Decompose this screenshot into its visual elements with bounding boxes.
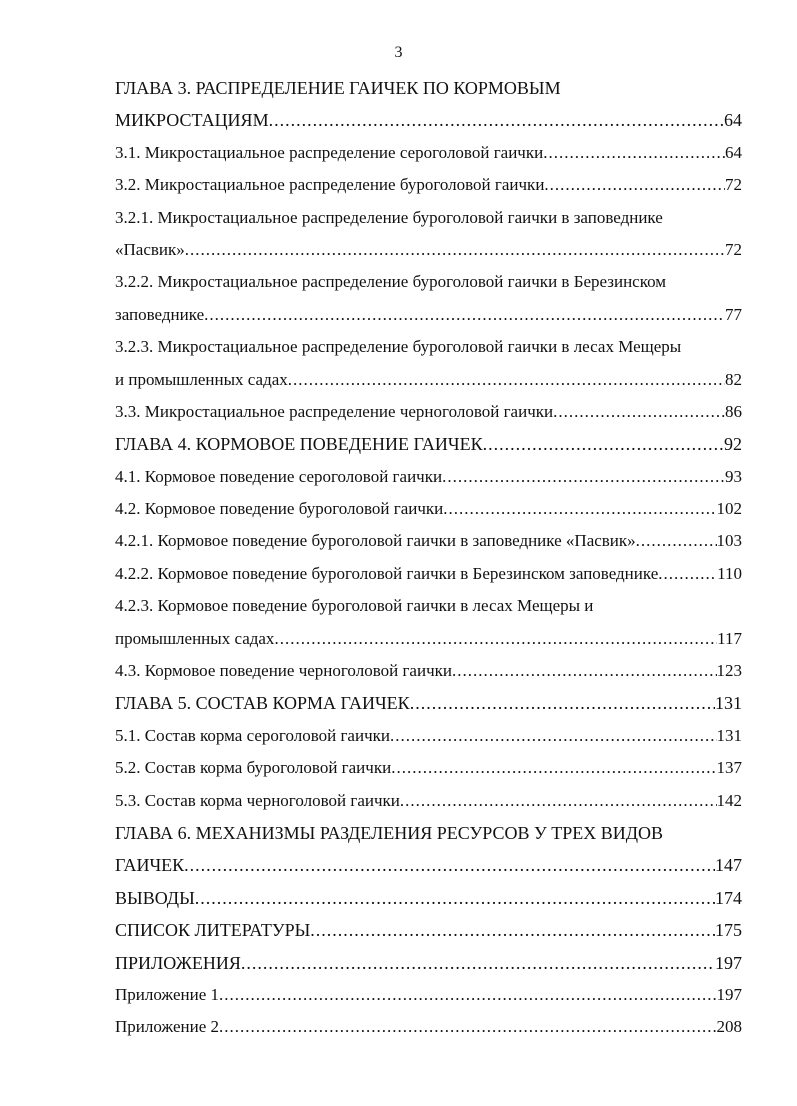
toc-entry-title: ПРИЛОЖЕНИЯ [115, 952, 241, 973]
toc-page-number: 137 [716, 758, 742, 778]
page-number: 3 [394, 44, 403, 61]
toc-entry-title: заповеднике [115, 304, 205, 324]
toc-entry-title: ГЛАВА 4. КОРМОВОЕ ПОВЕДЕНИЕ ГАИЧЕК [115, 434, 483, 455]
toc-entry-title: 4.3. Кормовое поведение черноголовой гаички [115, 661, 452, 681]
toc-section-line [115, 202, 742, 234]
toc-leader-dots [483, 428, 724, 460]
toc-entry-title: 5.1. Состав корма сероголовой гаички [115, 725, 390, 745]
toc-section-line [115, 525, 742, 557]
toc-chapter-line [115, 687, 742, 719]
toc-page-number: 93 [725, 466, 742, 486]
toc-leader-dots [274, 623, 717, 655]
toc-section-line [115, 785, 742, 817]
toc-entry-title: 3.1. Микростациальное распределение сероголовой гаички [115, 142, 544, 162]
toc-entry-title: 3.2. Микростациальное распределение буроголовой гаички [115, 175, 545, 195]
toc-entry-title: 3.3. Микростациальное распределение черноголовой гаички [115, 401, 554, 421]
toc-leader-dots [410, 687, 715, 719]
toc-entry-title: ГАИЧЕК [115, 855, 185, 876]
toc-leader-dots [543, 137, 725, 169]
toc-page-number: 86 [725, 401, 742, 421]
toc-leader-dots [204, 299, 725, 331]
toc-leader-dots [184, 849, 715, 881]
toc-leader-dots [219, 1011, 717, 1043]
toc-entry-title: МИКРОСТАЦИЯМ [115, 110, 269, 131]
toc-entry-title: 4.2. Кормовое поведение буроголовой гаички [115, 499, 444, 519]
toc-entry-title: СПИСОК ЛИТЕРАТУРЫ [115, 920, 311, 941]
toc-entry-title: 3.2.3. Микростациальное распределение буроголовой гаички в лесах Мещеры [115, 337, 682, 357]
toc-section-line [115, 1011, 742, 1043]
toc-page-number: 197 [715, 952, 742, 973]
toc-page-number: 110 [717, 563, 742, 583]
toc-chapter-line [115, 817, 742, 849]
toc-page-number: 117 [717, 628, 742, 648]
toc-entry-title: 4.2.2. Кормовое поведение буроголовой гаички в Березинском заповеднике [115, 563, 659, 583]
toc-entry-title: и промышленных садах [115, 369, 288, 389]
toc-entry-title: 5.2. Состав корма буроголовой гаички [115, 758, 392, 778]
toc-page-number: 197 [716, 984, 742, 1004]
toc-chapter-line [115, 914, 742, 946]
toc-page-number: 147 [715, 855, 742, 876]
toc-leader-dots [391, 752, 716, 784]
toc-page-number: 208 [716, 1017, 742, 1037]
toc-section-line [115, 493, 742, 525]
toc-section-line [115, 266, 742, 298]
toc-entry-title: ГЛАВА 5. СОСТАВ КОРМА ГАИЧЕК [115, 693, 410, 714]
toc-page-number: 123 [716, 661, 742, 681]
toc-entry-title: 4.2.3. Кормовое поведение буроголовой гаички в лесах Мещеры и [115, 596, 594, 616]
toc-page-number: 77 [725, 304, 742, 324]
toc-page-number: 102 [716, 499, 742, 519]
toc-section-line [115, 752, 742, 784]
toc-entry-title: Приложение 2 [115, 1017, 219, 1037]
toc-page-number: 92 [724, 434, 742, 455]
toc-chapter-line [115, 104, 742, 136]
toc-page-number: 103 [716, 531, 742, 551]
toc-page-number: 131 [716, 725, 742, 745]
toc-leader-dots [544, 169, 725, 201]
toc-section-line [115, 623, 742, 655]
toc-section-line [115, 720, 742, 752]
toc-page-number: 64 [724, 110, 742, 131]
toc-leader-dots [288, 364, 725, 396]
toc-leader-dots [636, 525, 717, 557]
toc-section-line [115, 169, 742, 201]
toc-leader-dots [553, 396, 725, 428]
toc-section-line [115, 396, 742, 428]
toc-page-number: 142 [716, 790, 742, 810]
toc-leader-dots [310, 914, 715, 946]
toc-entry-title: 3.2.2. Микростациальное распределение буроголовой гаички в Березинском [115, 272, 667, 292]
toc-section-line [115, 234, 742, 266]
toc-leader-dots [219, 979, 717, 1011]
toc-entry-title: 3.2.1. Микростациальное распределение буроголовой гаички в заповеднике [115, 207, 663, 227]
toc-leader-dots [400, 785, 717, 817]
toc-leader-dots [452, 655, 717, 687]
toc-entry-title: ГЛАВА 6. МЕХАНИЗМЫ РАЗДЕЛЕНИЯ РЕСУРСОВ У ТРЕХ ВИДОВ [115, 822, 664, 843]
table-of-contents [115, 72, 742, 1044]
toc-section-line [115, 558, 742, 590]
toc-entry-title: ГЛАВА 3. РАСПРЕДЕЛЕНИЕ ГАИЧЕК ПО КОРМОВЫМ [115, 78, 561, 98]
toc-page-number: 64 [725, 142, 742, 162]
toc-entry-title: «Пасвик» [115, 239, 185, 259]
toc-page-number: 72 [725, 175, 742, 195]
toc-leader-dots [658, 558, 717, 590]
toc-page-number: 175 [715, 920, 742, 941]
toc-section-line [115, 364, 742, 396]
toc-leader-dots [185, 234, 725, 266]
toc-entry-title: 5.3. Состав корма черноголовой гаички [115, 790, 400, 810]
toc-entry-title: промышленных садах [115, 628, 275, 648]
toc-entry-title: 4.2.1. Кормовое поведение буроголовой гаички в заповеднике «Пасвик» [115, 531, 636, 551]
toc-section-line [115, 461, 742, 493]
toc-section-line [115, 979, 742, 1011]
toc-section-line [115, 590, 742, 622]
toc-leader-dots [241, 947, 715, 979]
toc-chapter-line [115, 428, 742, 460]
toc-page-number: 72 [725, 239, 742, 259]
toc-leader-dots [390, 720, 717, 752]
toc-page-number: 174 [715, 887, 742, 908]
toc-chapter-line [115, 72, 742, 104]
toc-chapter-line [115, 849, 742, 881]
toc-entry-title: 4.1. Кормовое поведение сероголовой гаички [115, 466, 443, 486]
toc-chapter-line [115, 947, 742, 979]
toc-page-number: 131 [715, 693, 742, 714]
toc-chapter-line [115, 882, 742, 914]
toc-entry-title: Приложение 1 [115, 984, 219, 1004]
toc-leader-dots [442, 461, 725, 493]
toc-section-line [115, 655, 742, 687]
toc-leader-dots [443, 493, 716, 525]
toc-section-line [115, 137, 742, 169]
toc-page-number: 82 [725, 369, 742, 389]
toc-leader-dots [195, 882, 715, 914]
toc-entry-title: ВЫВОДЫ [115, 887, 195, 908]
toc-leader-dots [269, 104, 724, 136]
toc-section-line [115, 299, 742, 331]
toc-section-line [115, 331, 742, 363]
